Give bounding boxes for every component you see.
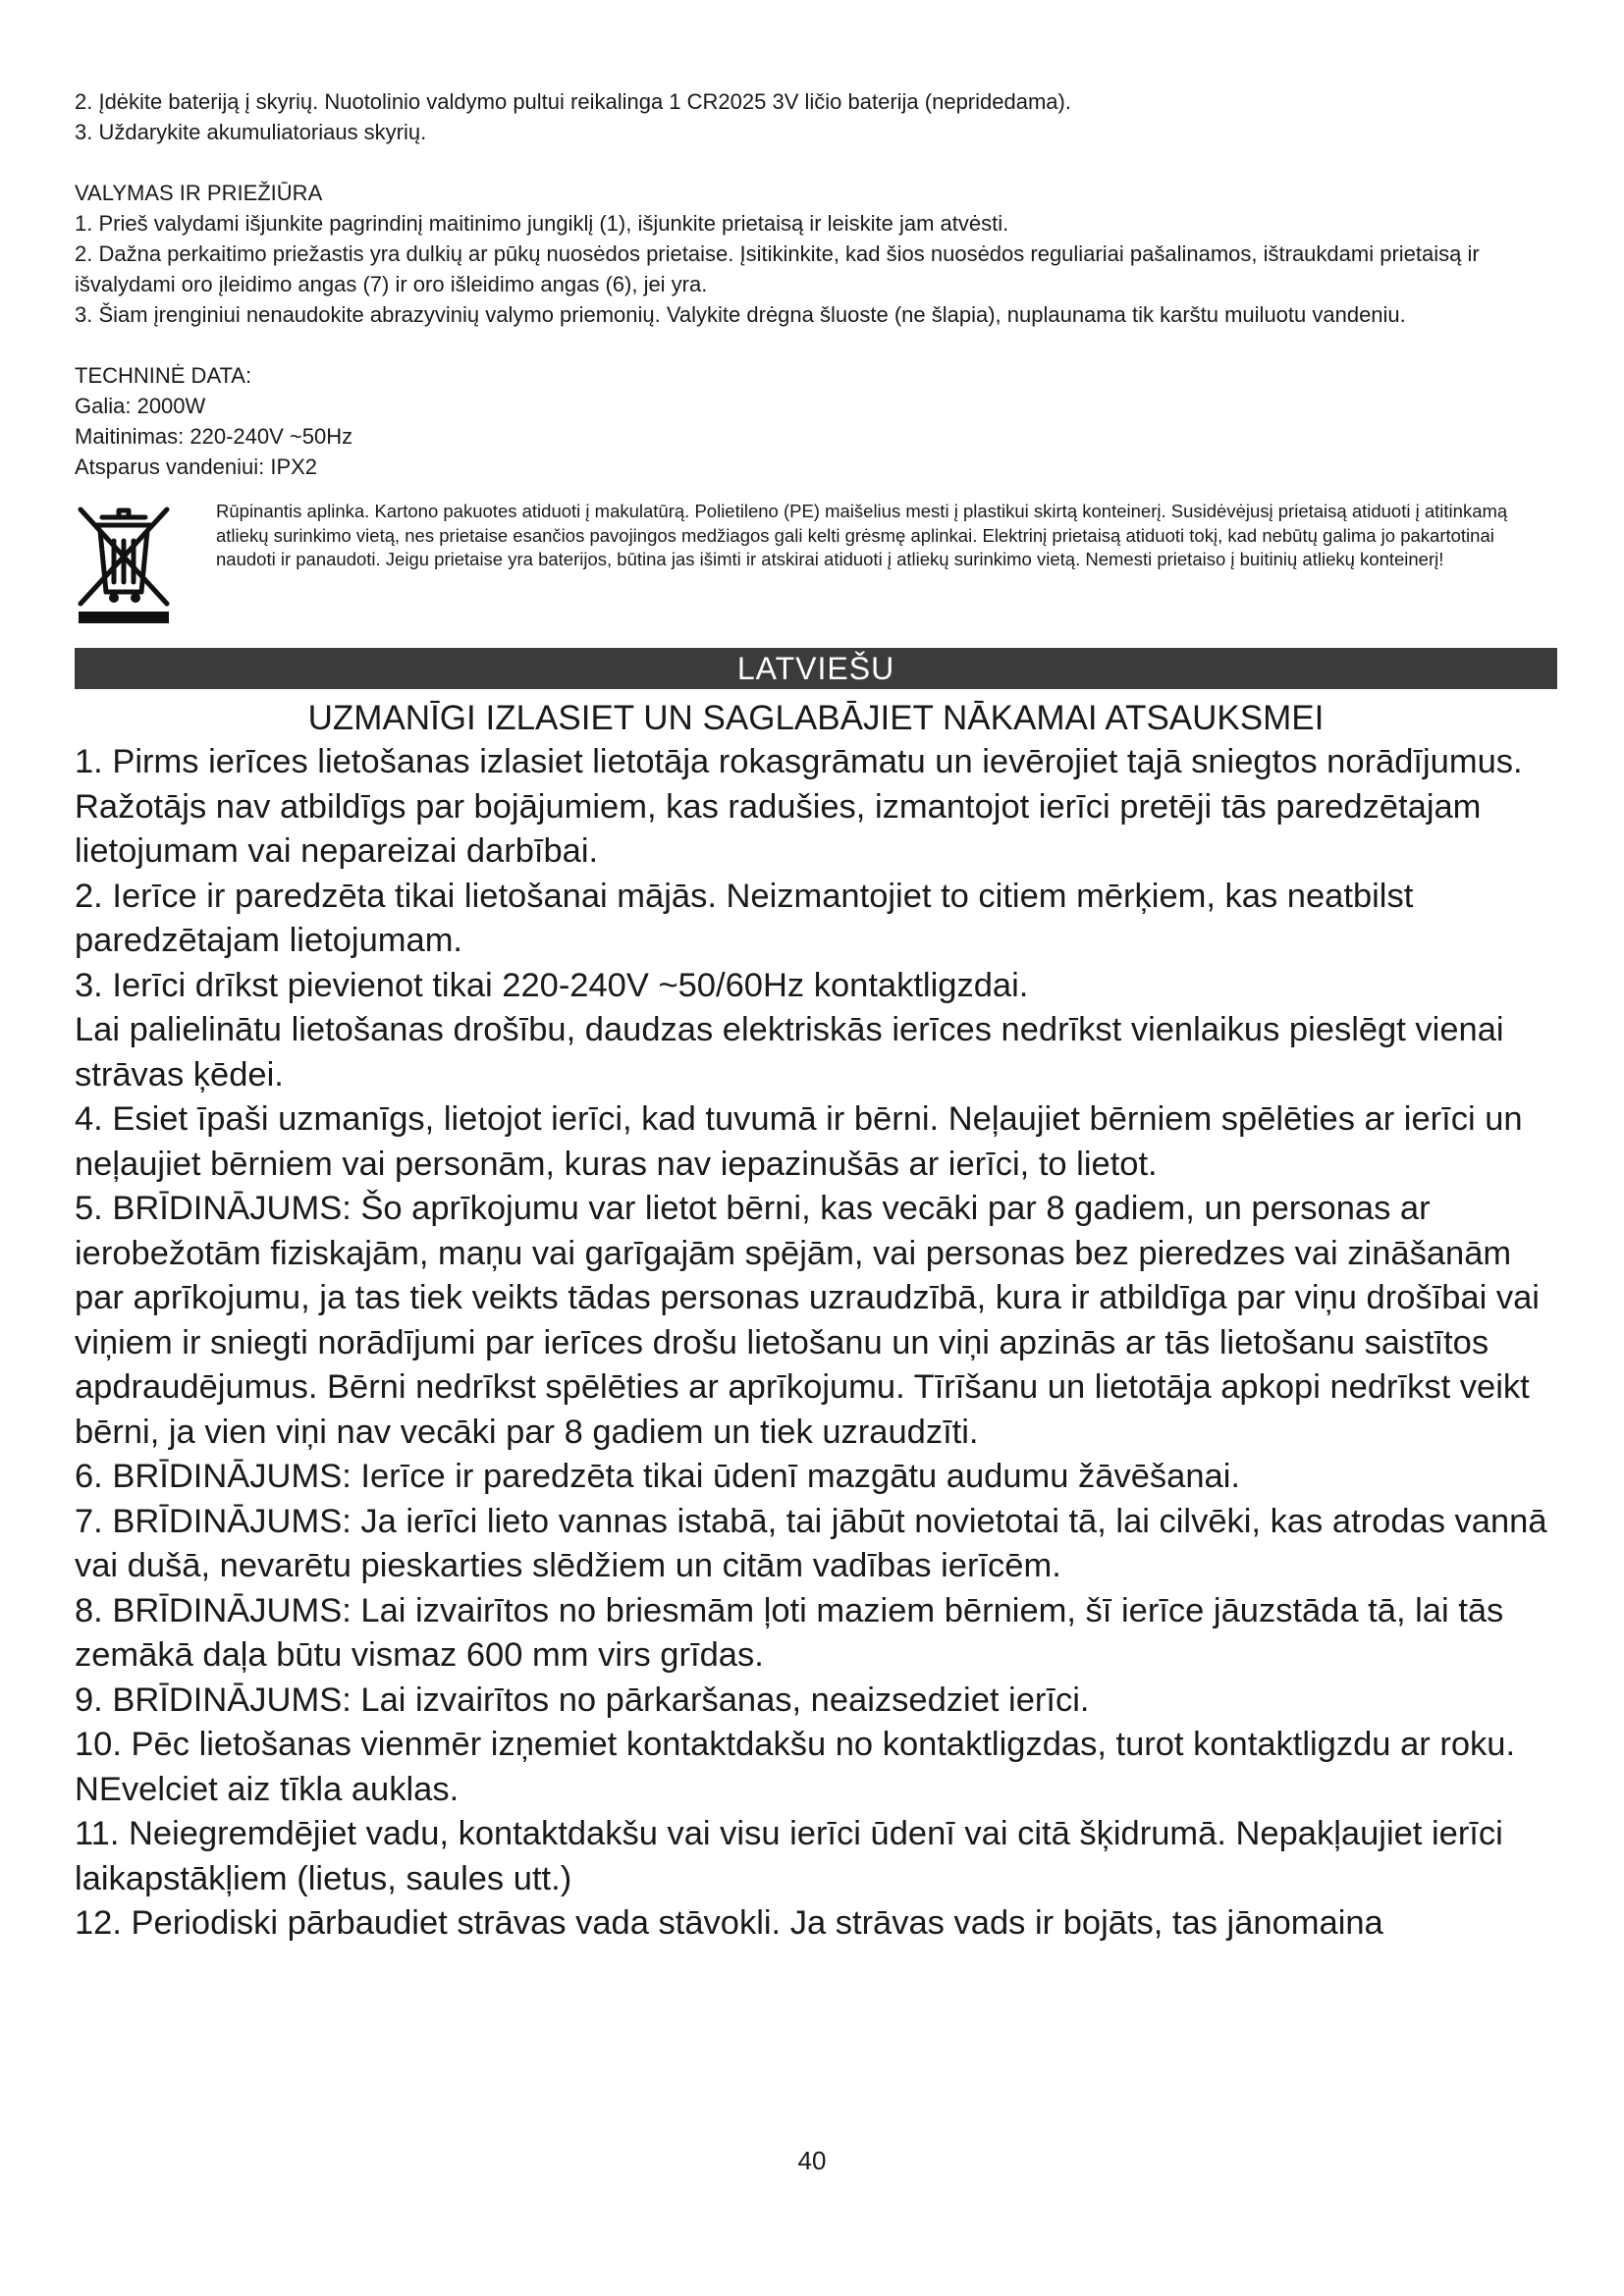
manual-page bbox=[75, 86, 1557, 1947]
latvian-paragraph: 2. Ierīce ir paredzēta tikai lietošanai mājās. Neizmantojiet to citiem mērķiem, kas neatbilst paredzētajam lietojumam. bbox=[75, 877, 1414, 959]
latvian-title: UZMANĪGI IZLASIET UN SAGLABĀJIET NĀKAMAI ATSAUKSMEI bbox=[307, 699, 1325, 737]
latvian-paragraph: 7. BRĪDINĀJUMS: Ja ierīci lieto vannas istabā, tai jābūt novietotai tā, lai cilvēki, kas atrodas vannā vai dušā, nevarētu pieskarties slēdžiem un citām vadības ierīcēm. bbox=[75, 1502, 1547, 1584]
crossed-bin-icon bbox=[75, 502, 202, 632]
recycling-notice bbox=[75, 500, 1557, 632]
lithuanian-section bbox=[75, 86, 1557, 482]
latvian-paragraph: 4. Esiet īpaši uzmanīgs, lietojot ierīci, kad tuvumā ir bērni. Neļaujiet bērniem spēlēties ar ierīci un neļaujiet bērniem vai personām, kuras nav iepazinušās ar ierīci, to lietot. bbox=[75, 1100, 1523, 1183]
cleaning-heading: VALYMAS IR PRIEŽIŪRA bbox=[75, 181, 323, 205]
tech-line: Atsparus vandeniui: IPX2 bbox=[75, 454, 318, 479]
page-number: 40 bbox=[797, 2146, 827, 2175]
latvian-section bbox=[75, 740, 1557, 1947]
battery-line: 2. Įdėkite bateriją į skyrių. Nuotolinio valdymo pultui reikalinga 1 CR2025 3V ličio baterija (nepridedama). bbox=[75, 89, 1071, 114]
latvian-paragraph: 6. BRĪDINĀJUMS: Ierīce ir paredzēta tikai ūdenī mazgātu audumu žāvēšanai. bbox=[75, 1458, 1240, 1495]
recycling-text: Rūpinantis aplinka. Kartono pakuotes atiduoti į makulatūrą. Polietileno (PE) maišelius mesti į plastikui skirtą konteinerį. Susidėvėjusį prietaisą atiduoti į atitinkamą atliekų surinkimo vietą, nes prietaise esančios pavojingos medžiagos gali kelti grėsmę aplinkai. Elektrinį prietaisą atiduoti tokį, kad nebūtų galima jo pakartotinai naudoti ir panaudoti. Jeigu prietaise yra baterijos, būtina jas išimti ir atskirai atiduoti į atliekų surinkimo vietą. Nemesti prietaiso į buitinių atliekų konteinerį! bbox=[216, 501, 1508, 569]
cleaning-line: 3. Šiam įrenginiui nenaudokite abrazyvinių valymo priemonių. Valykite drėgna šluoste (ne šlapia), nuplaunama tik karštu muiluotu vandeniu. bbox=[75, 302, 1406, 327]
latvian-paragraph: 3. Ierīci drīkst pievienot tikai 220-240V ~50/60Hz kontaktligzdai. bbox=[75, 966, 1029, 1004]
latvian-paragraph: 9. BRĪDINĀJUMS: Lai izvairītos no pārkaršanas, neaizsedziet ierīci. bbox=[75, 1681, 1090, 1719]
tech-line: Maitinimas: 220-240V ~50Hz bbox=[75, 424, 353, 449]
latvian-paragraph: 12. Periodiski pārbaudiet strāvas vada stāvokli. Ja strāvas vads ir bojāts, tas jānomaina bbox=[75, 1904, 1383, 1942]
latvian-paragraph: 1. Pirms ierīces lietošanas izlasiet lietotāja rokasgrāmatu un ievērojiet tajā sniegtos norādījumus. Ražotājs nav atbildīgs par bojājumiem, kas radušies, izmantojot ierīci pretēji tās paredzētajam lietojumam vai nepareizai darbībai. bbox=[75, 743, 1523, 870]
latvian-paragraph: Lai palielinātu lietošanas drošību, daudzas elektriskās ierīces nedrīkst vienlaikus pieslēgt vienai strāvas ķēdei. bbox=[75, 1011, 1504, 1094]
latvian-paragraph: 11. Neiegremdējiet vadu, kontaktdakšu vai visu ierīci ūdenī vai citā šķidrumā. Nepakļaujiet ierīci laikapstākļiem (lietus, saules utt.) bbox=[75, 1815, 1503, 1897]
tech-heading: TECHNINĖ DATA: bbox=[75, 363, 252, 388]
cleaning-line: 1. Prieš valydami išjunkite pagrindinį maitinimo jungiklį (1), išjunkite prietaisą ir leiskite jam atvėsti. bbox=[75, 211, 1009, 236]
latvian-paragraph: 10. Pēc lietošanas vienmēr izņemiet kontaktdakšu no kontaktligzdas, turot kontaktligzdu ar roku. NEvelciet aiz tīkla auklas. bbox=[75, 1726, 1516, 1808]
battery-line: 3. Uždarykite akumuliatoriaus skyrių. bbox=[75, 120, 427, 144]
latvian-paragraph: 8. BRĪDINĀJUMS: Lai izvairītos no briesmām ļoti maziem bērniem, šī ierīce jāuzstāda tā, lai tās zemākā daļa būtu vismaz 600 mm virs grīdas. bbox=[75, 1591, 1504, 1674]
latvian-paragraph: 5. BRĪDINĀJUMS: Šo aprīkojumu var lietot bērni, kas vecāki par 8 gadiem, un personas ar ierobežotām fiziskajām, maņu vai garīgajām spējām, vai personas bez pieredzes vai zināšanām par aprīkojumu, ja tas tiek veikts tādas personas uzraudzībā, kura ir atbildīga par viņu drošībai vai viņiem ir sniegti norādījumi par ierīces drošu lietošanu un viņi apzinās ar tās lietošanu saistītos apdraudējumus. Bērni nedrīkst spēlēties ar aprīkojumu. Tīrīšanu un lietotāja apkopi nedrīkst veikt bērni, ja vien viņi nav vecāki par 8 gadiem un tiek uzraudzīti. bbox=[75, 1190, 1540, 1451]
tech-line: Galia: 2000W bbox=[75, 394, 206, 418]
language-banner: LATVIEŠU bbox=[75, 648, 1557, 689]
cleaning-line: 2. Dažna perkaitimo priežastis yra dulkių ar pūkų nuosėdos prietaise. Įsitikinkite, kad šios nuosėdos reguliariai pašalinamos, ištraukdami prietaisą ir išvalydami oro įleidimo angas (7) ir oro išleidimo angas (6), jei yra. bbox=[75, 241, 1480, 296]
